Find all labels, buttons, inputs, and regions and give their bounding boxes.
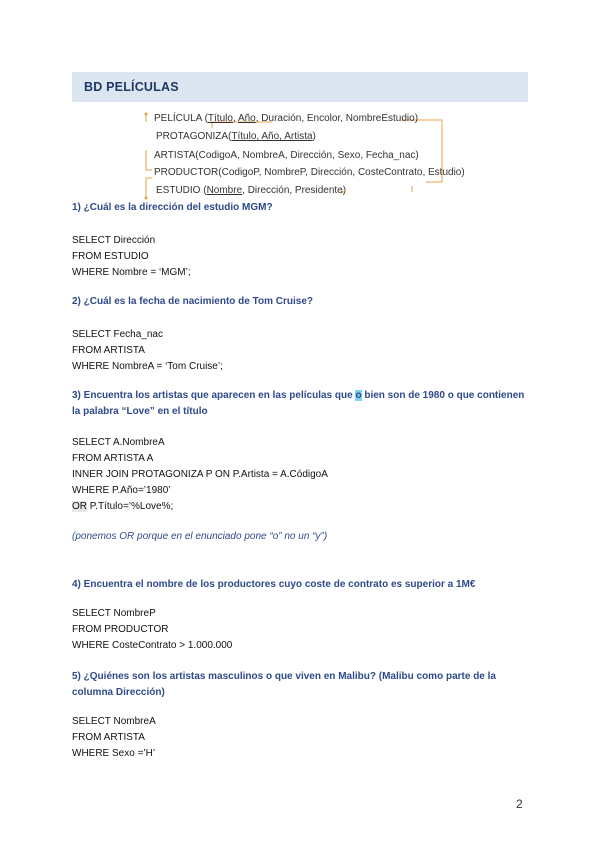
question-1-title: 1) ¿Cuál es la dirección del estudio MGM? [72,202,273,213]
query-line: FROM PRODUCTOR [72,624,169,635]
or-keyword: OR [72,501,87,512]
question-2-title: 2) ¿Cuál es la fecha de nacimiento de Tom Cruise? [72,296,313,307]
query-line: SELECT NombreP [72,608,156,619]
highlighted-word: o [355,390,362,401]
query-line: SELECT NombreA [72,716,156,727]
section-title: BD PELÍCULAS [84,80,179,94]
query-line: SELECT Fecha_nac [72,329,163,340]
query-line: WHERE P.Año=’1980’ [72,485,171,496]
query-line: FROM ARTISTA [72,345,145,356]
query-line: FROM ESTUDIO [72,251,149,262]
relational-schema [142,110,472,202]
query-line: WHERE Sexo =’H’ [72,748,156,759]
schema-protagoniza: PROTAGONIZA(Título, Año, Artista) [156,131,316,142]
query-line: INNER JOIN PROTAGONIZA P ON P.Artista = A.CódigoA [72,469,328,480]
schema-productor: PRODUCTOR(CodigoP, NombreP, Dirección, CosteContrato, Estudio) [154,167,465,178]
question-4-title: 4) Encuentra el nombre de los productores cuyo coste de contrato es superior a 1M€ [72,579,476,590]
query-line: WHERE Nombre = ‘MGM’; [72,267,191,278]
page-number: 2 [516,797,523,811]
query-line: SELECT A.NombreA [72,437,165,448]
section-header [72,72,528,102]
query-line: WHERE CosteContrato > 1.000.000 [72,640,233,651]
query-line: FROM ARTISTA [72,732,145,743]
query-line: OR P.Título=’%Love%; [72,501,174,512]
query-line: FROM ARTISTA A [72,453,154,464]
query-line: SELECT Dirección [72,235,156,246]
question-3-title: 3) Encuentra los artistas que aparecen en las películas que o bien son de 1980 o que contienen la palabra “Love” en el título [72,390,525,417]
schema-pelicula: PELÍCULA (Título, Año, Duración, Encolor, NombreEstudio) [154,113,419,124]
query-line: WHERE NombreA = ‘Tom Cruise’; [72,361,223,372]
schema-artista: ARTISTA(CodigoA, NombreA, Dirección, Sexo, Fecha_nac) [154,150,419,161]
explanatory-note: (ponemos OR porque en el enunciado pone “o” no un “y”) [72,531,328,542]
question-5-title: 5) ¿Quiénes son los artistas masculinos o que viven en Malibu? (Malibu como parte de la columna Dirección) [72,671,496,698]
schema-estudio: ESTUDIO (Nombre, Dirección, Presidente) [156,185,347,196]
